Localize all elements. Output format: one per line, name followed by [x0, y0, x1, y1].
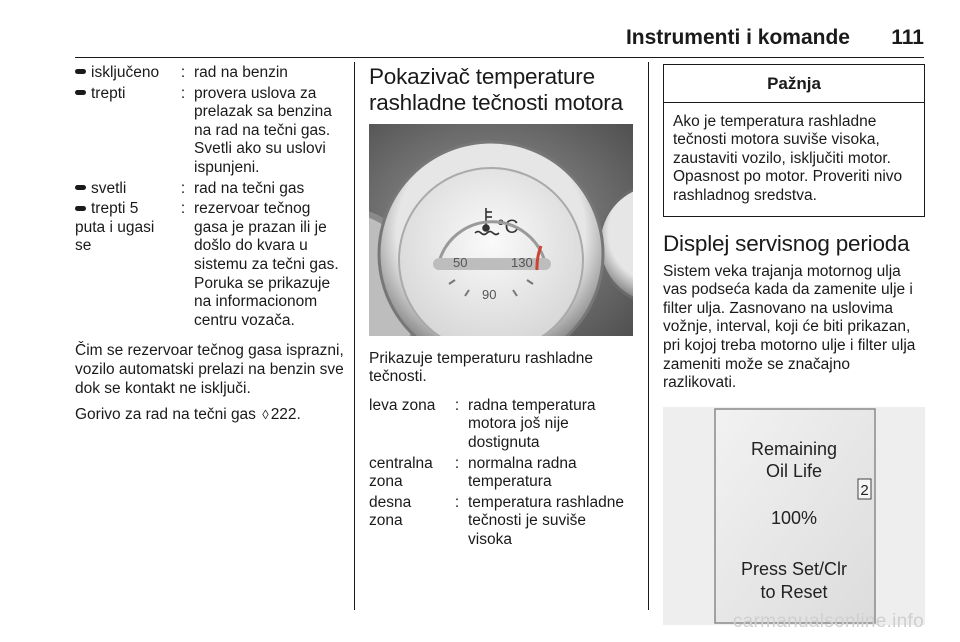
display-percent: 100%	[770, 507, 818, 528]
definition-row: trepti : provera uslova za prelazak sa benzina na rad na tečni gas. Svetli ako su uslovi ispunjeni.	[75, 85, 345, 178]
definition-text: temperatura rashladne tečnosti je suviše visoka	[468, 493, 624, 548]
definition-term: desna zona	[369, 493, 412, 530]
lpg-indicator-definitions	[75, 64, 345, 330]
gauge-zone-definitions	[369, 397, 633, 550]
gauge-face	[399, 168, 583, 336]
definition-text: provera uslova za prelazak sa benzina na rad na tečni gas. Svetli ako su uslovi ispunjeni.	[194, 84, 332, 176]
middle-column	[369, 64, 633, 552]
caution-title: Pažnja	[664, 65, 924, 103]
definition-row: svetli : rad na tečni gas	[75, 180, 345, 199]
definition-row: leva zona : radna temperatura motora još nije dostignuta	[369, 397, 633, 453]
definition-term: isključeno	[91, 64, 160, 81]
gauge-tick-low: 50	[453, 255, 468, 270]
definition-text: radna temperatura motora još nije dostignuta	[468, 396, 596, 451]
gauge-tick-high: 130	[511, 255, 533, 270]
page-reference-link[interactable]: 222.	[270, 406, 301, 424]
definition-row: desna zona : temperatura rashladne tečnosti je suviše visoka	[369, 494, 633, 550]
definition-text: rad na benzin	[194, 64, 288, 81]
lpg-indicator-icon	[75, 206, 86, 211]
coolant-gauge-photo	[369, 124, 633, 336]
gauge-unit-label: °C	[497, 217, 519, 238]
definition-term: leva zona	[369, 396, 436, 414]
definition-row: isključeno : rad na benzin	[75, 64, 345, 83]
display-line-reset: to Reset	[760, 581, 828, 602]
display-line-press: Press Set/Clr	[740, 558, 848, 579]
service-paragraph: Sistem veka trajanja motornog ulja vas podseća kada da zamenite ulje i filter ulja. Zasnovano na uslovima vožnje, interval, koji će biti prikazan, pri kojoj treba motorno ulje i filter ulja zameniti može se značajno razlikovati.	[663, 262, 916, 392]
cross-reference-paragraph: Gorivo za rad na tečni gas ◊ 222.	[75, 406, 301, 424]
caution-body: Ako je temperatura rashladne tečnosti motora suviše visoka, zaustaviti vozilo, isključiti motor. Opasnost po motor. Proveriti nivo rashladnog sredstva.	[673, 112, 903, 204]
watermark: carmanualsonline.info	[732, 611, 924, 632]
definition-term: svetli	[91, 179, 127, 197]
gauge-tick-mid: 90	[482, 287, 497, 302]
page-header	[75, 26, 924, 56]
definition-text: normalna radna temperatura	[468, 454, 577, 491]
display-line-remaining: Remaining	[750, 438, 838, 459]
definition-text: rezervoar tečnog gasa je prazan ili je došlo do kvara u sistemu za tečni gas. Poruka se prikazuje na informacionom centru vozača.	[194, 200, 339, 329]
lpg-indicator-icon	[75, 185, 86, 190]
left-column	[75, 64, 345, 425]
column-divider-left	[354, 62, 355, 610]
page-title: Instrumenti i komande	[625, 26, 850, 49]
definition-row: trepti 5 puta i ugasi se : rezervoar tečnog gasa je prazan ili je došlo do kvara u sistemu za tečni gas. Poruka se prikazuje na informacionom centru vozača.	[75, 200, 345, 330]
header-rule	[75, 57, 924, 58]
coolant-section-heading: Pokazivač temperature rashladne tečnosti motora	[369, 64, 623, 115]
definition-term: trepti	[91, 84, 126, 102]
definition-row: centralna zona : normalna radna temperatura	[369, 455, 633, 492]
definition-text: rad na tečni gas	[194, 179, 305, 197]
display-line-oil-life: Oil Life	[765, 460, 823, 481]
right-column	[663, 64, 925, 630]
caution-notice	[663, 64, 925, 217]
lpg-indicator-icon	[75, 90, 86, 95]
definition-term: trepti 5 puta i ugasi se	[75, 200, 155, 255]
column-divider-right	[648, 62, 649, 610]
definition-term: centralna zona	[369, 454, 433, 491]
service-section-heading: Displej servisnog perioda	[663, 230, 910, 256]
gauge-caption: Prikazuje temperaturu rashladne tečnosti.	[369, 349, 594, 386]
oil-life-display-photo	[663, 407, 925, 625]
display-page-number: 2	[860, 481, 869, 499]
lpg-indicator-icon	[75, 69, 86, 74]
body-paragraph: Čim se rezervoar tečnog gasa isprazni, vozilo automatski prelazi na benzin sve dok se kontakt ne isključi.	[75, 342, 344, 397]
page-number: 111	[891, 26, 924, 49]
reference-arrow-icon: ◊	[262, 407, 269, 423]
